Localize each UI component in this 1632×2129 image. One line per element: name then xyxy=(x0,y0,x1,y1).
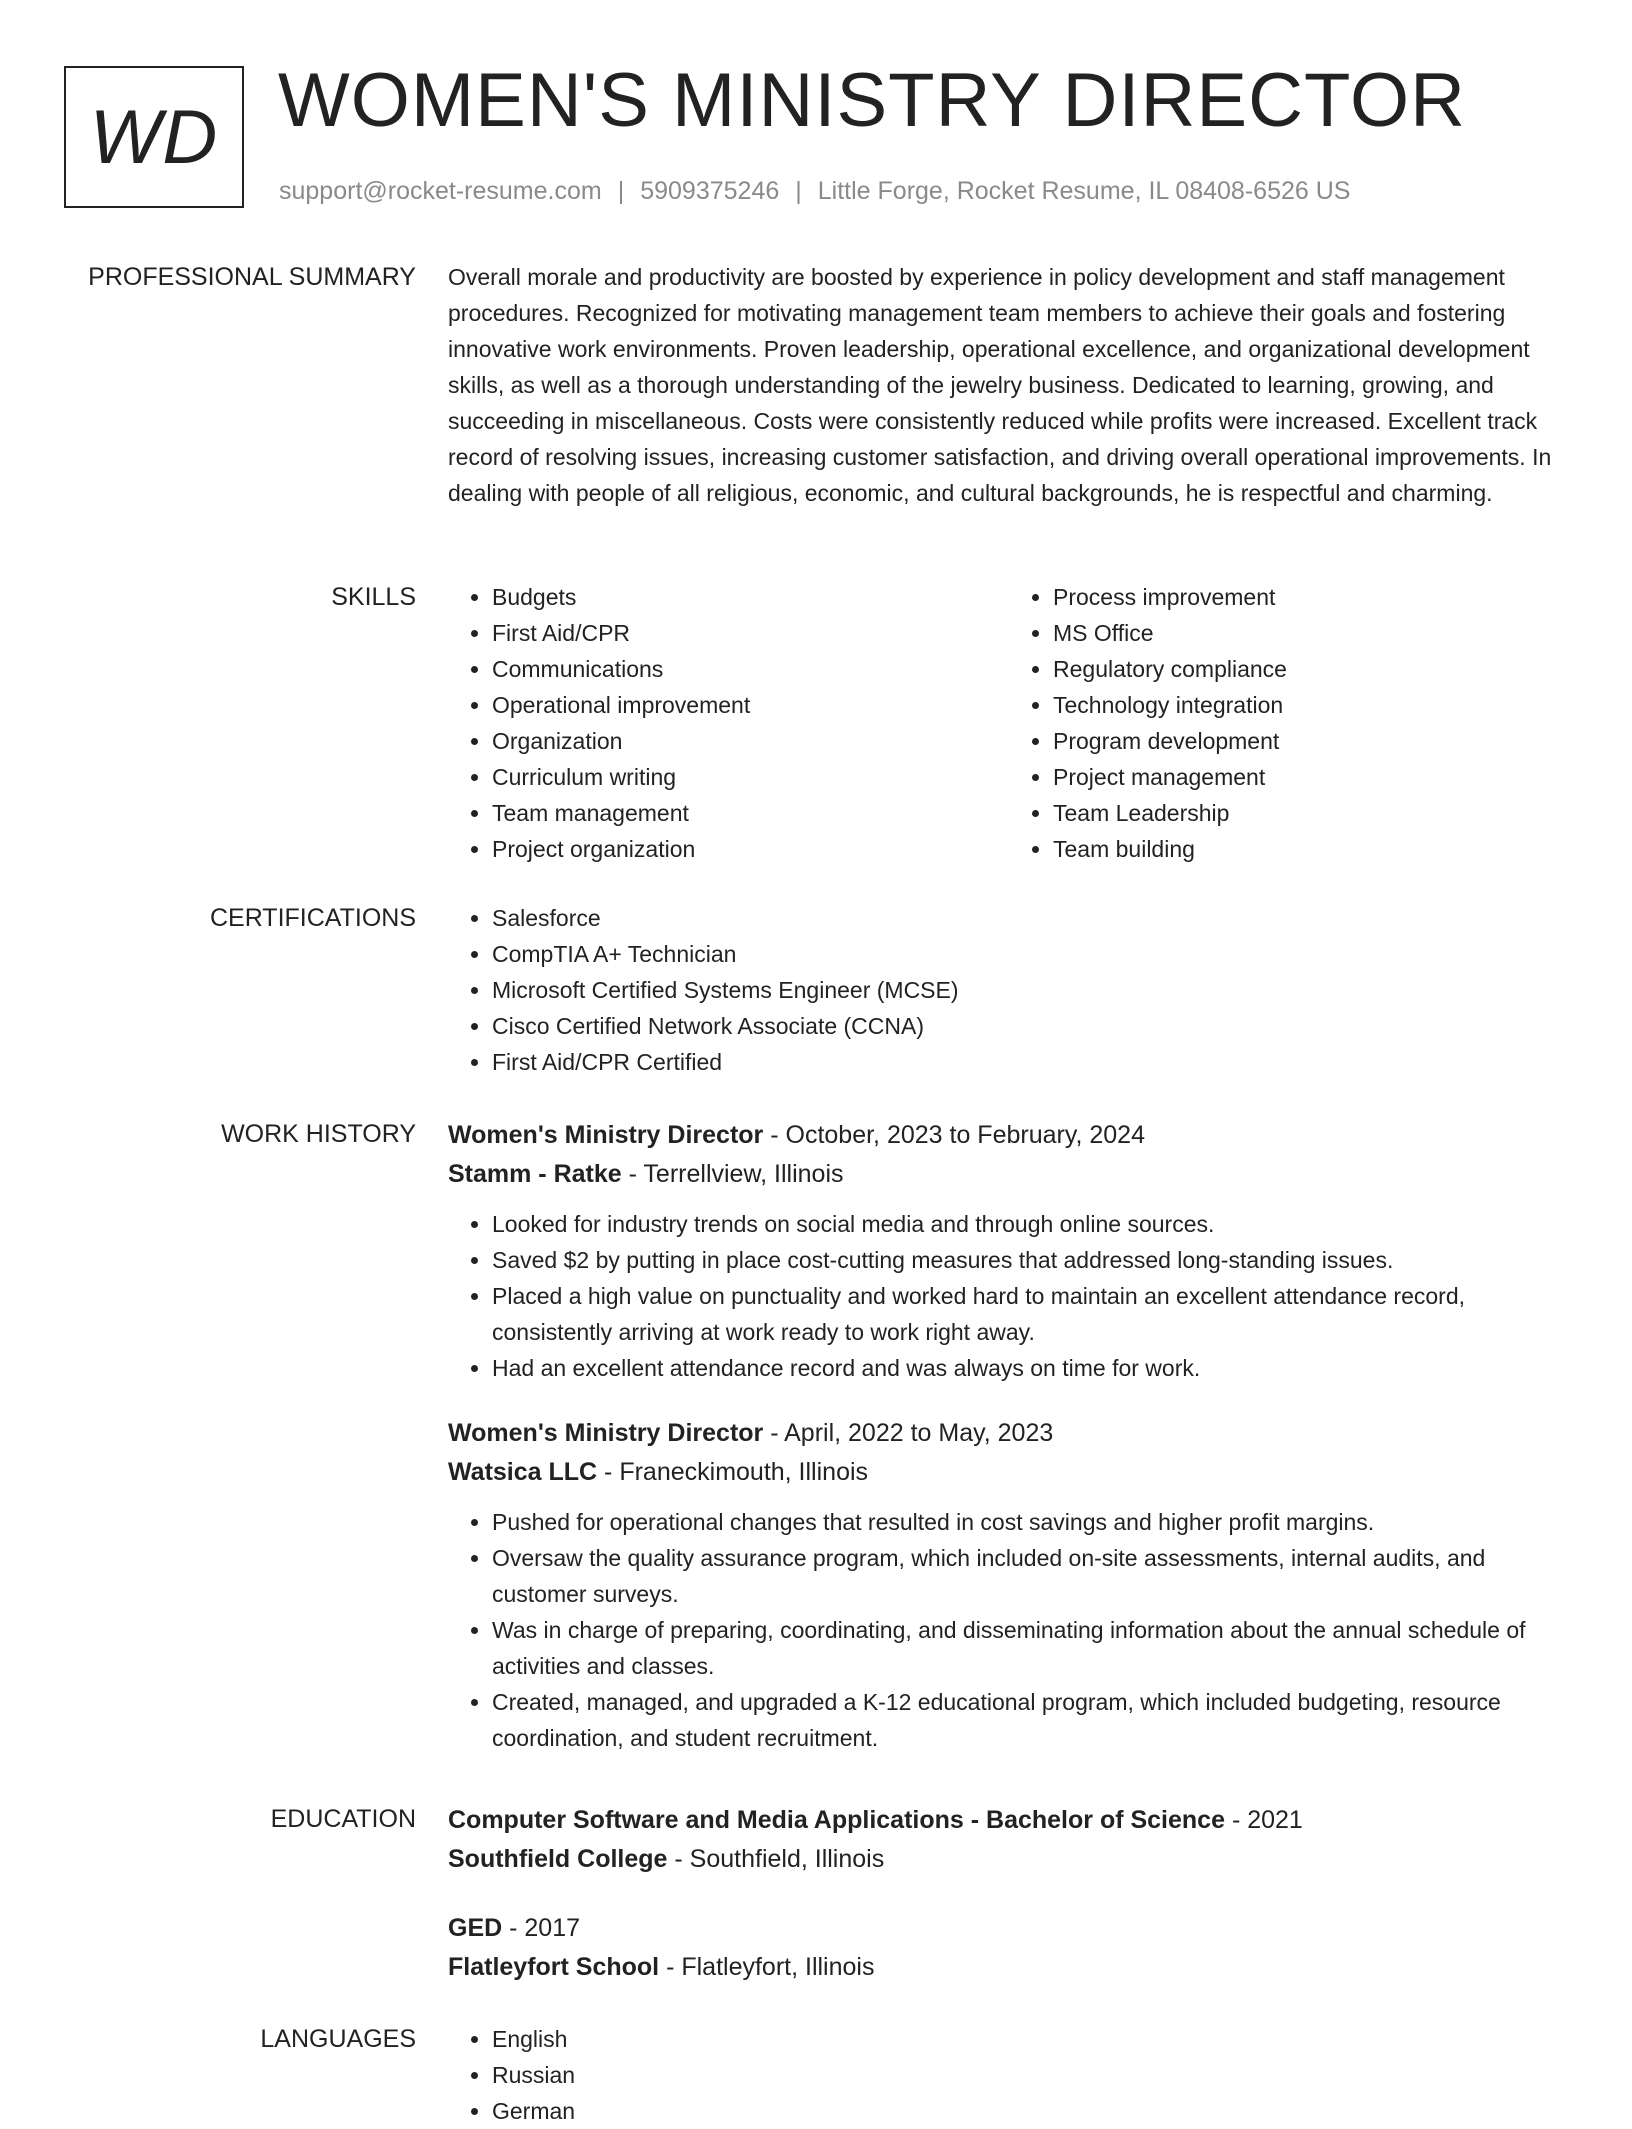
education-school: Southfield College xyxy=(448,1845,668,1873)
skill-item: • Project organization xyxy=(492,831,1009,867)
summary-text: Overall morale and productivity are boosted by experience in policy development and staff management procedures. Recognized for motivating management team members to achieve their goals and fostering innovative work environments. Proven leadership, operational excellence, and organizational development skills, as well as a thorough understanding of the jewelry business. Dedicated to learning, growing, and succeeding in miscellaneous. Costs were consistently reduced while profits were increased. Excellent track record of resolving issues, increasing customer satisfaction, and driving overall operational improvements. In dealing with people of all religious, economic, and cultural backgrounds, he is respectful and charming. xyxy=(448,264,1552,506)
education-school-line xyxy=(448,1948,1570,1987)
language-item: • English xyxy=(492,2021,1570,2057)
education-location: - Southfield, Illinois xyxy=(667,1845,885,1873)
skills-heading: SKILLS xyxy=(331,583,416,611)
job-entry xyxy=(448,1116,1570,1386)
job-bullets xyxy=(448,1504,1570,1756)
language-item: • Russian xyxy=(492,2057,1570,2093)
contact-separator: | xyxy=(795,177,802,205)
job-bullet: • Placed a high value on punctuality and worked hard to maintain an excellent attendance record, consistently arriving at work ready to work right away. xyxy=(492,1278,1570,1350)
certification-item: • First Aid/CPR Certified xyxy=(492,1044,1570,1080)
skill-item: • Program development xyxy=(1053,723,1570,759)
job-title-line xyxy=(448,1414,1570,1453)
skill-item: • First Aid/CPR xyxy=(492,615,1009,651)
job-dates: - October, 2023 to February, 2024 xyxy=(763,1121,1145,1149)
certifications-body xyxy=(448,900,1570,1080)
job-bullet: • Oversaw the quality assurance program, which included on-site assessments, internal audits, and customer surveys. xyxy=(492,1540,1570,1612)
skill-item: • Team Leadership xyxy=(1053,795,1570,831)
job-bullet: • Was in charge of preparing, coordinating, and disseminating information about the annual schedule of activities and classes. xyxy=(492,1612,1570,1684)
resume-title: WOMEN'S MINISTRY DIRECTOR xyxy=(278,58,1467,143)
education-year: - 2021 xyxy=(1225,1806,1303,1834)
job-entry xyxy=(448,1414,1570,1756)
job-location: - Franeckimouth, Illinois xyxy=(597,1458,869,1486)
contact-separator: | xyxy=(617,177,625,205)
education-degree-line xyxy=(448,1909,1570,1948)
job-title: Women's Ministry Director xyxy=(448,1121,764,1149)
job-bullets xyxy=(448,1206,1570,1386)
certification-item: • Cisco Certified Network Associate (CCNA) xyxy=(492,1008,1570,1044)
work-history-heading: WORK HISTORY xyxy=(221,1120,416,1148)
skill-item: • Curriculum writing xyxy=(492,759,1009,795)
education-entry xyxy=(448,1801,1570,1879)
education-degree: GED xyxy=(448,1914,503,1942)
job-dates: - April, 2022 to May, 2023 xyxy=(763,1419,1054,1447)
job-company-line xyxy=(448,1453,1570,1492)
education-location: - Flatleyfort, Illinois xyxy=(659,1953,875,1981)
contact-line xyxy=(279,176,1350,206)
skill-item: • Regulatory compliance xyxy=(1053,651,1570,687)
education-school-line xyxy=(448,1840,1570,1879)
skill-item: • Team building xyxy=(1053,831,1570,867)
summary-body xyxy=(448,259,1570,511)
job-company: Stamm - Ratke xyxy=(448,1160,622,1188)
education-degree: Computer Software and Media Applications - Bachelor of Science xyxy=(448,1806,1225,1834)
education-school: Flatleyfort School xyxy=(448,1953,660,1981)
job-bullet: • Created, managed, and upgraded a K-12 educational program, which included budgeting, resource coordination, and student recruitment. xyxy=(492,1684,1570,1756)
languages-list xyxy=(448,2021,1570,2129)
skill-item: • Team management xyxy=(492,795,1009,831)
education-body xyxy=(448,1801,1570,2017)
languages-body xyxy=(448,2021,1570,2129)
languages-heading: LANGUAGES xyxy=(260,2025,416,2053)
skill-item: • Process improvement xyxy=(1053,579,1570,615)
monogram-box xyxy=(64,66,244,208)
skill-item: • Communications xyxy=(492,651,1009,687)
job-bullet: • Looked for industry trends on social media and through online sources. xyxy=(492,1206,1570,1242)
skills-left-list xyxy=(448,579,1009,867)
skills-body xyxy=(448,579,1570,867)
job-title-line xyxy=(448,1116,1570,1155)
work-history-body xyxy=(448,1116,1570,1784)
education-degree-line xyxy=(448,1801,1570,1840)
job-title: Women's Ministry Director xyxy=(448,1419,764,1447)
education-entry xyxy=(448,1909,1570,1987)
job-location: - Terrellview, Illinois xyxy=(621,1160,844,1188)
skill-item: • Project management xyxy=(1053,759,1570,795)
contact-address: Little Forge, Rocket Resume, IL 08408-6526 US xyxy=(817,177,1351,205)
skill-item: • Technology integration xyxy=(1053,687,1570,723)
certification-item: • Salesforce xyxy=(492,900,1570,936)
education-year: - 2017 xyxy=(502,1914,581,1942)
contact-phone: 5909375246 xyxy=(640,177,780,205)
certification-item: • CompTIA A+ Technician xyxy=(492,936,1570,972)
summary-heading: PROFESSIONAL SUMMARY xyxy=(88,263,416,291)
certification-item: • Microsoft Certified Systems Engineer (MCSE) xyxy=(492,972,1570,1008)
skill-item: • Budgets xyxy=(492,579,1009,615)
skill-item: • MS Office xyxy=(1053,615,1570,651)
monogram-initials: WD xyxy=(89,94,219,180)
certifications-heading: CERTIFICATIONS xyxy=(209,904,416,932)
certifications-list xyxy=(448,900,1570,1080)
job-bullet: • Saved $2 by putting in place cost-cutting measures that addressed long-standing issues. xyxy=(492,1242,1570,1278)
job-bullet: • Had an excellent attendance record and was always on time for work. xyxy=(492,1350,1570,1386)
skill-item: • Organization xyxy=(492,723,1009,759)
skills-right-list xyxy=(1009,579,1570,867)
skill-item: • Operational improvement xyxy=(492,687,1009,723)
contact-email: support@rocket-resume.com xyxy=(279,177,602,205)
education-heading: EDUCATION xyxy=(270,1805,416,1833)
job-bullet: • Pushed for operational changes that resulted in cost savings and higher profit margins. xyxy=(492,1504,1570,1540)
job-company: Watsica LLC xyxy=(448,1458,598,1486)
job-company-line xyxy=(448,1155,1570,1194)
language-item: • German xyxy=(492,2093,1570,2129)
